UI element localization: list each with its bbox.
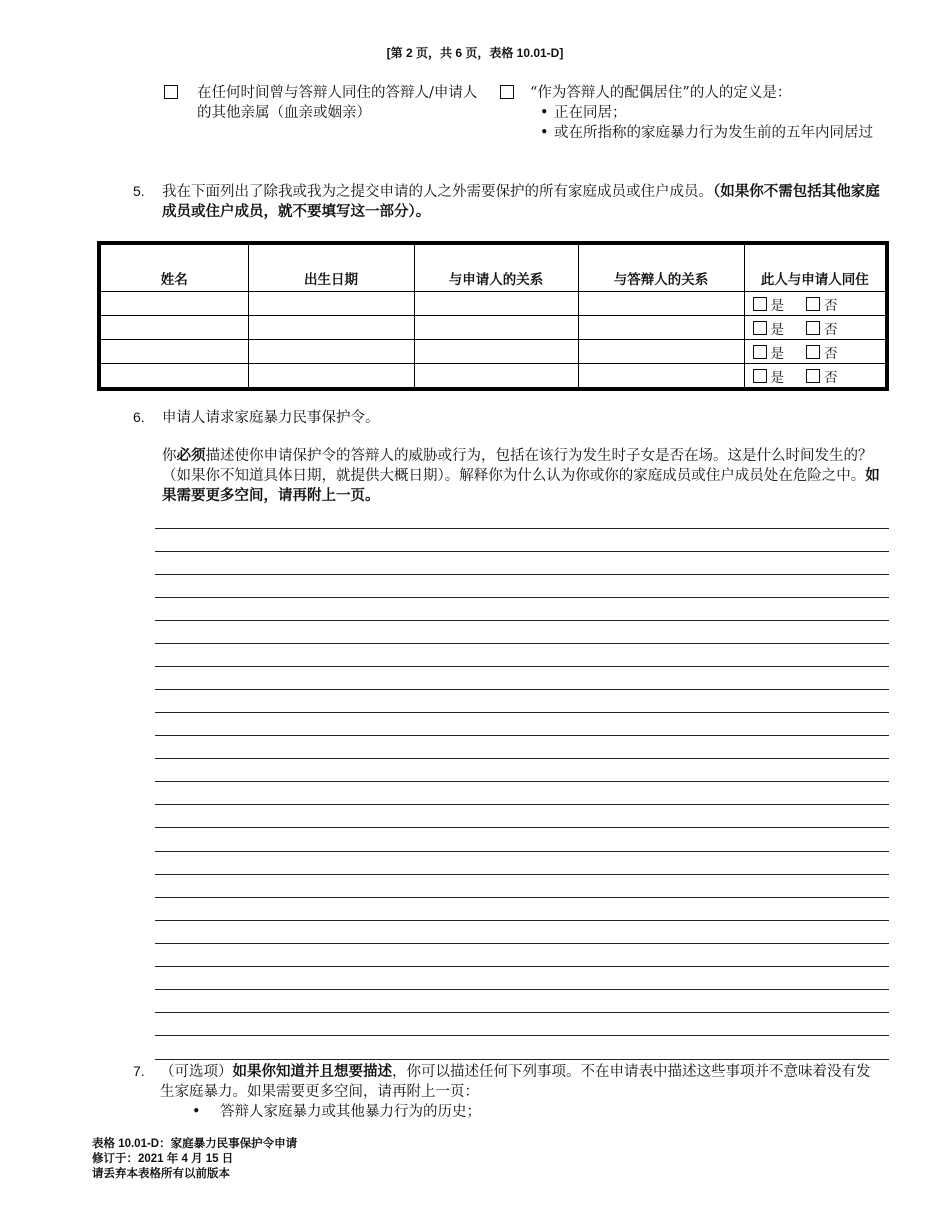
item6-must: 必须 — [176, 447, 206, 464]
item5-number: 5. — [133, 183, 145, 199]
rel-respondent-cell[interactable] — [578, 292, 744, 316]
rel-petitioner-cell[interactable] — [414, 292, 578, 316]
yes-checkbox[interactable] — [753, 369, 767, 383]
writing-line — [155, 943, 889, 944]
dob-cell[interactable] — [248, 316, 414, 340]
writing-line — [155, 897, 889, 898]
dob-cell[interactable] — [248, 340, 414, 364]
spouse-definition-bullet: • 或在所指称的家庭暴力行为发生前的五年内同居过 — [538, 123, 890, 143]
writing-line — [155, 689, 889, 690]
item6-desc-mid: 描述使你申请保护令的答辩人的威胁或行为，包括在该行为发生时子女是否在场。这是什么时间发生的？（如果你不知道具体日期，就提供大概日期）。解释你为什么认为你或你的家庭成员或住户成员处在危险之中。 — [162, 448, 873, 484]
relative-option-text: 在任何时间曾与答辩人同住的答辩人/申请人的其他亲属（血亲或姻亲） — [197, 85, 478, 121]
yes-label: 是 — [770, 321, 784, 338]
item6-description — [162, 446, 884, 506]
item6-desc-pre: 你 — [162, 448, 177, 464]
dob-cell[interactable] — [248, 364, 414, 390]
writing-line — [155, 966, 889, 967]
col-rel-respondent-header: 与答辩人的关系 — [578, 243, 744, 292]
writing-line — [155, 758, 889, 759]
rel-petitioner-cell[interactable] — [414, 340, 578, 364]
rel-respondent-cell[interactable] — [578, 364, 744, 390]
writing-line — [155, 989, 889, 990]
writing-line — [155, 781, 889, 782]
yes-checkbox[interactable] — [753, 321, 767, 335]
spouse-definition-title: “作为答辩人的配偶居住”的人的定义是： — [530, 85, 792, 101]
item5-body: 我在下面列出了除我或我为之提交申请的人之外需要保护的所有家庭成员或住户成员。 — [162, 184, 713, 200]
household-members-table — [97, 241, 889, 391]
item6-number: 6. — [133, 409, 145, 425]
item7-number: 7. — [133, 1063, 145, 1079]
table-row — [99, 292, 887, 316]
col-rel-petitioner-header: 与申请人的关系 — [414, 243, 578, 292]
footer-revised: 修订于：2021 年 4 月 15 日 — [92, 1153, 234, 1165]
col-name-header: 姓名 — [99, 243, 248, 292]
name-cell[interactable] — [99, 292, 248, 316]
no-checkbox[interactable] — [806, 321, 820, 335]
yes-checkbox[interactable] — [753, 345, 767, 359]
writing-line — [155, 666, 889, 667]
writing-line — [155, 1059, 889, 1060]
page-header: [第 2 页，共 6 页，表格 10.01-D] — [386, 46, 564, 60]
writing-line — [155, 620, 889, 621]
form-footer — [92, 1137, 297, 1182]
no-checkbox[interactable] — [806, 369, 820, 383]
writing-line — [155, 643, 889, 644]
footer-discard: 请丢弃本表格所有以前版本 — [92, 1168, 230, 1180]
item7-bold: 如果你知道并且想要描述 — [232, 1063, 392, 1080]
spouse-definition-checkbox[interactable] — [500, 85, 514, 99]
writing-line — [155, 804, 889, 805]
rel-petitioner-cell[interactable] — [414, 364, 578, 390]
table-row — [99, 340, 887, 364]
name-cell[interactable] — [99, 316, 248, 340]
table-row — [99, 364, 887, 390]
no-checkbox[interactable] — [806, 345, 820, 359]
yes-label: 是 — [770, 345, 784, 362]
lives-with-cell — [744, 364, 887, 390]
spouse-definition — [530, 83, 890, 143]
no-label: 否 — [824, 321, 838, 338]
writing-line — [155, 1035, 889, 1036]
writing-line — [155, 551, 889, 552]
no-label: 否 — [824, 297, 838, 314]
relative-checkbox[interactable] — [164, 85, 178, 99]
item6-attach-note: 如果需要更多空间，请再附上一页。 — [162, 467, 880, 504]
name-cell[interactable] — [99, 340, 248, 364]
item7-optional: （可选项） — [160, 1064, 233, 1080]
item7-bullet: • 答辩人家庭暴力或其他暴力行为的历史； — [190, 1102, 880, 1122]
writing-line — [155, 920, 889, 921]
incident-description-area[interactable] — [155, 528, 889, 1062]
name-cell[interactable] — [99, 364, 248, 390]
writing-line — [155, 827, 889, 828]
lives-with-cell — [744, 316, 887, 340]
no-label: 否 — [824, 369, 838, 386]
item5-text — [162, 182, 884, 222]
writing-line — [155, 528, 889, 529]
item7-body: ，你可以描述任何下列事项。不在申请表中描述这些事项并不意味着没有发生家庭暴力。如果需要更多空间，请再附上一页： — [160, 1064, 871, 1100]
col-dob-header: 出生日期 — [248, 243, 414, 292]
table-header-row — [99, 243, 887, 292]
item7-bullets — [190, 1102, 880, 1122]
col-lives-with-header: 此人与申请人同住 — [744, 243, 887, 292]
lives-with-cell — [744, 340, 887, 364]
yes-label: 是 — [770, 369, 784, 386]
writing-line — [155, 574, 889, 575]
writing-line — [155, 597, 889, 598]
writing-line — [155, 735, 889, 736]
item5-instruction: （如果你不需包括其他家庭成员或住户成员，就不要填写这一部分）。 — [162, 183, 880, 220]
writing-line — [155, 1012, 889, 1013]
table-row — [99, 316, 887, 340]
yes-checkbox[interactable] — [753, 297, 767, 311]
writing-line — [155, 851, 889, 852]
spouse-definition-bullet: • 正在同居； — [538, 103, 890, 123]
item7-text — [160, 1062, 882, 1102]
footer-form-title: 表格 10.01-D：家庭暴力民事保护令申请 — [92, 1138, 298, 1150]
writing-line — [155, 874, 889, 875]
rel-respondent-cell[interactable] — [578, 340, 744, 364]
rel-petitioner-cell[interactable] — [414, 316, 578, 340]
dob-cell[interactable] — [248, 292, 414, 316]
rel-respondent-cell[interactable] — [578, 316, 744, 340]
item6-title: 申请人请求家庭暴力民事保护令。 — [162, 410, 380, 426]
yes-label: 是 — [770, 297, 784, 314]
no-label: 否 — [824, 345, 838, 362]
writing-line — [155, 712, 889, 713]
lives-with-cell — [744, 292, 887, 316]
no-checkbox[interactable] — [806, 297, 820, 311]
